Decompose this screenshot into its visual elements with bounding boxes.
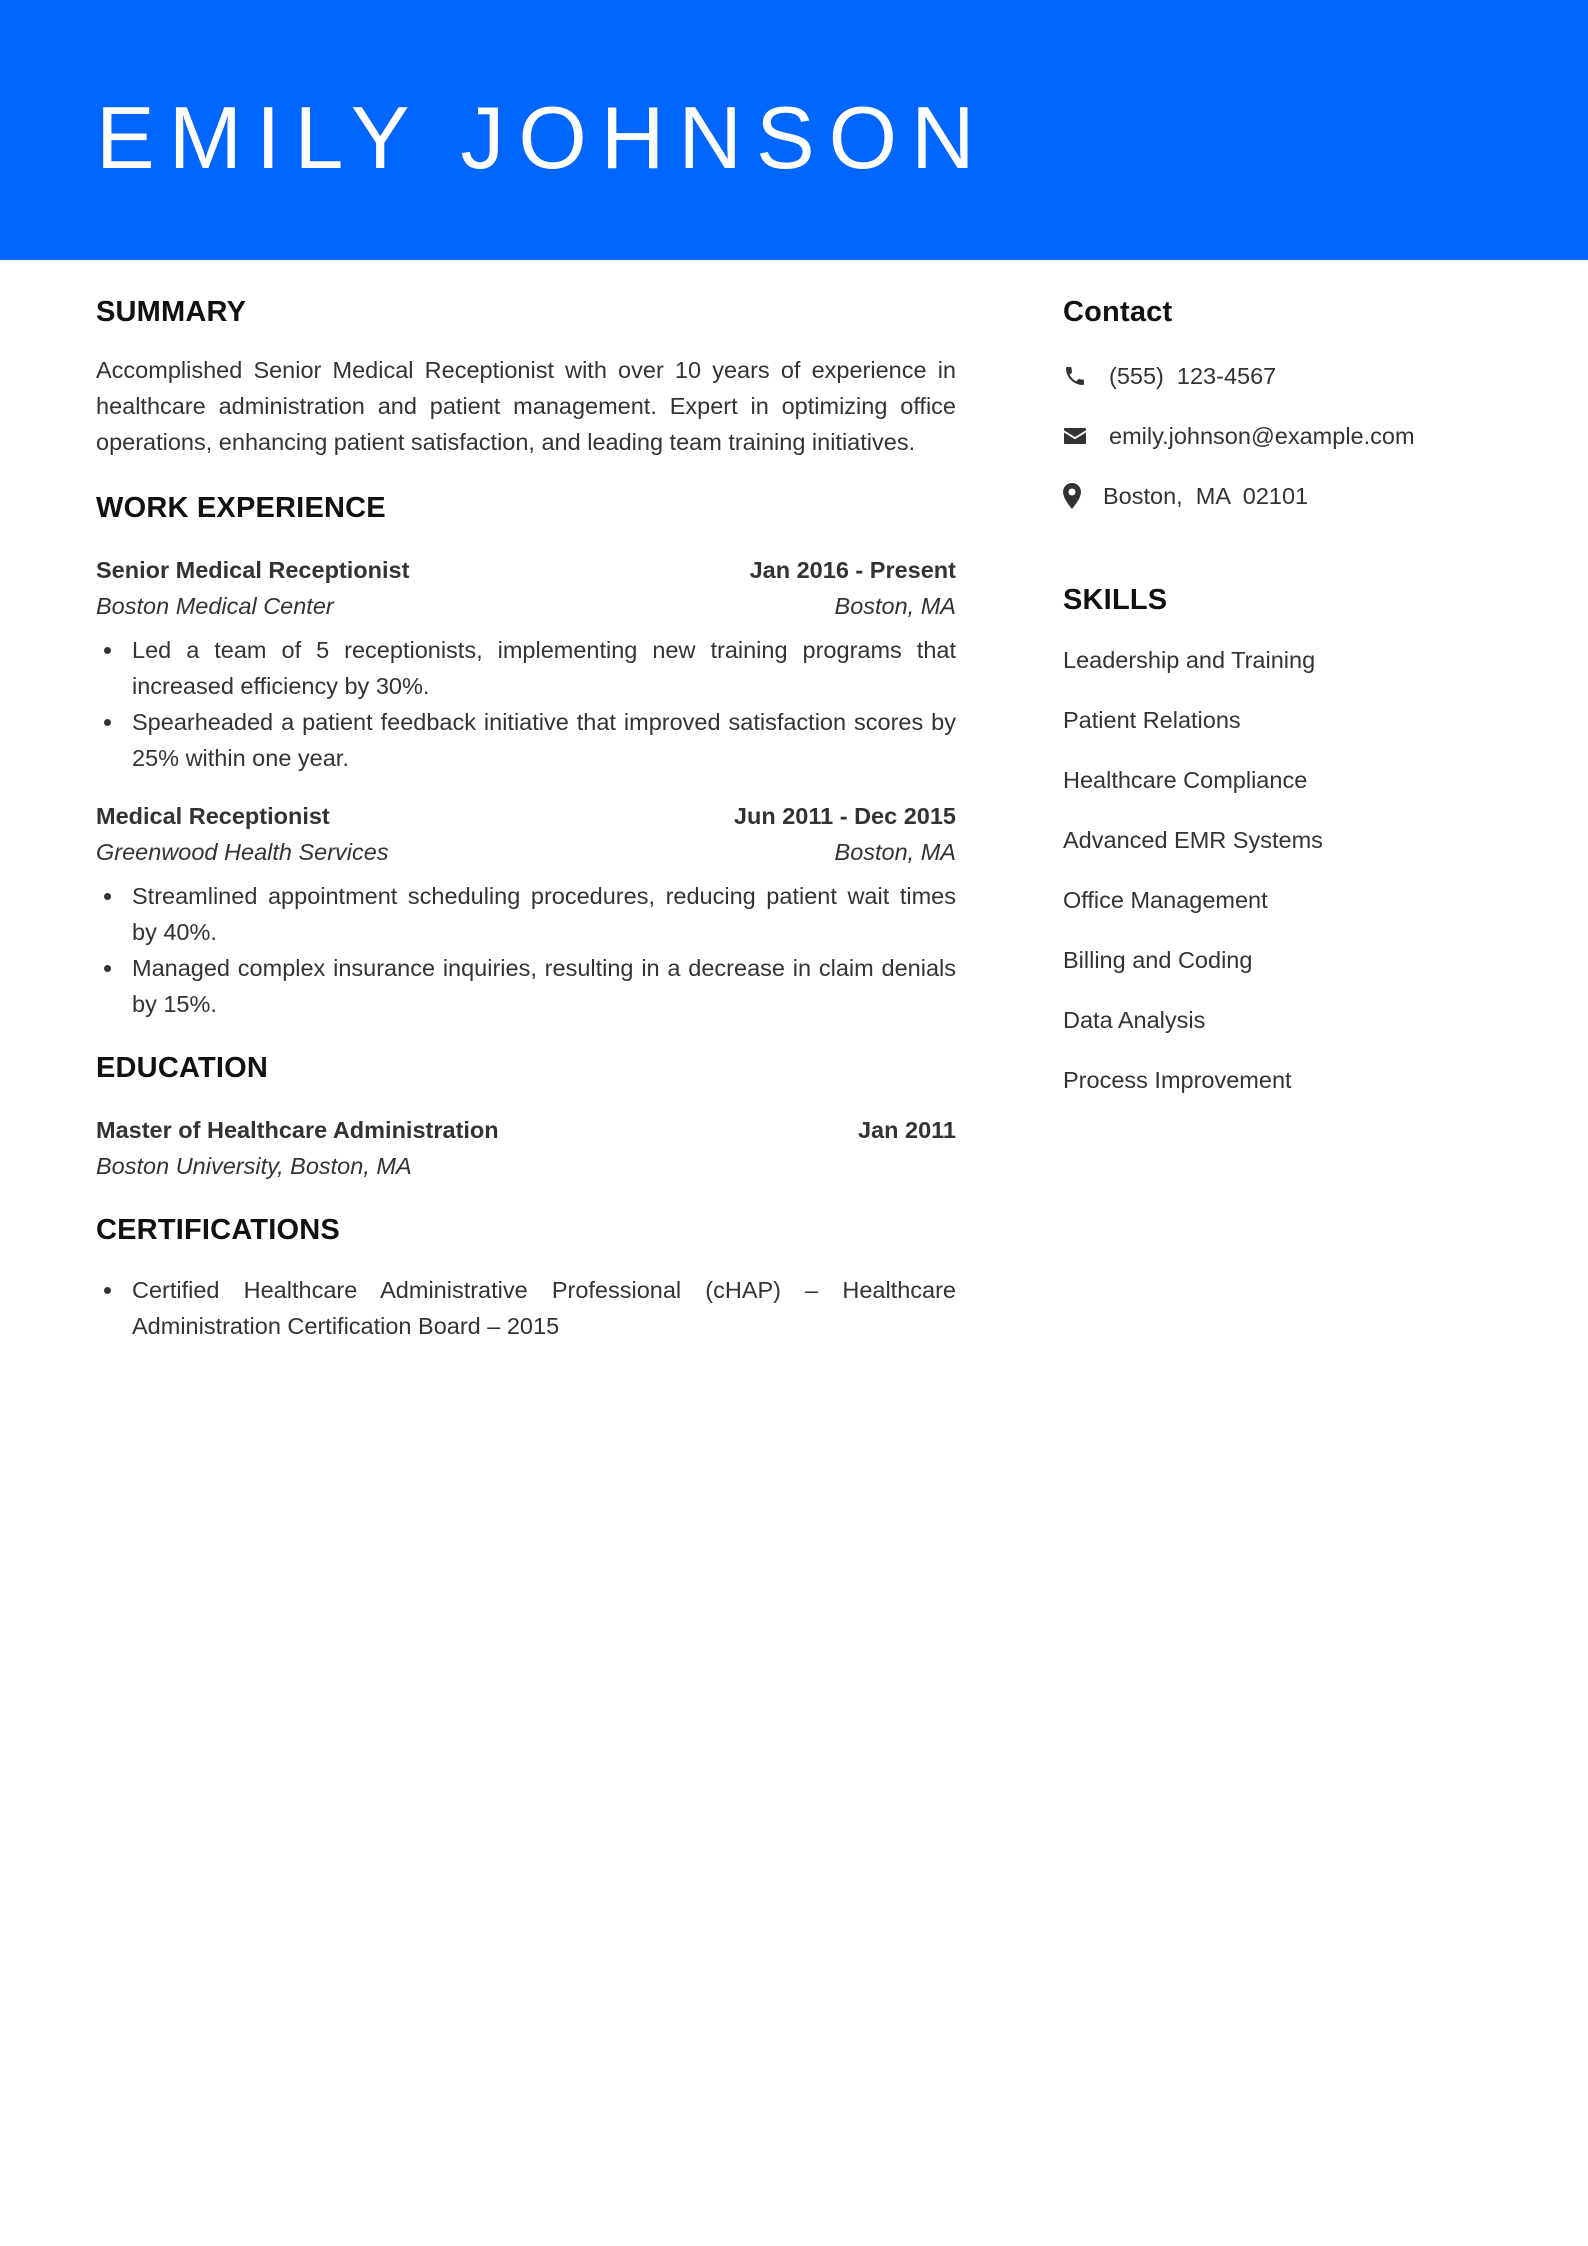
skills-heading: SKILLS: [1063, 584, 1168, 616]
certifications-list: [96, 1272, 956, 1344]
certification-item: [96, 1272, 956, 1344]
contact-phone: [1063, 358, 1503, 394]
school: Boston University, Boston, MA: [96, 1153, 412, 1179]
job-company: Boston Medical Center: [96, 593, 334, 619]
skills-list: [1063, 642, 1503, 1122]
job-entry: [96, 552, 956, 776]
skill-item: Office Management: [1063, 887, 1268, 913]
contact-section: [1063, 290, 1503, 514]
bullet-text: Streamlined appointment scheduling procedures, reducing patient wait times by 40%.: [132, 883, 956, 945]
bullet-dot: [104, 965, 111, 972]
certifications-section: [96, 1208, 956, 1344]
bullet-item: [96, 704, 956, 776]
bullet-dot: [104, 1287, 111, 1294]
candidate-name: EMILY JOHNSON: [96, 88, 989, 187]
job-company: Greenwood Health Services: [96, 839, 389, 865]
header-banner: [0, 0, 1588, 260]
skills-section: [1063, 578, 1503, 1122]
bullet-dot: [104, 893, 111, 900]
experience-heading: WORK EXPERIENCE: [96, 492, 386, 524]
contact-location: [1063, 478, 1503, 514]
skill-item: Healthcare Compliance: [1063, 767, 1308, 793]
job-title: Medical Receptionist: [96, 803, 330, 829]
job-company-row: [96, 588, 956, 624]
job-location: Boston, MA: [834, 593, 956, 619]
skill-item: Process Improvement: [1063, 1067, 1292, 1093]
summary-text: Accomplished Senior Medical Receptionist with over 10 years of experience in healthcare administration and patient management. Expert in optimizing office operations, enhancing patient satisfaction, and leading team training initiatives.: [96, 357, 956, 455]
location-text: Boston, MA 02101: [1103, 482, 1309, 509]
school-row: [96, 1148, 956, 1184]
phone-text: (555) 123-4567: [1109, 362, 1277, 389]
job-company-row: [96, 834, 956, 870]
degree: Master of Healthcare Administration: [96, 1117, 499, 1143]
degree-row: [96, 1112, 956, 1148]
job-dates: Jun 2011 - Dec 2015: [733, 803, 956, 829]
bullet-item: [96, 950, 956, 1022]
main-column: [96, 290, 956, 1344]
contact-heading: Contact: [1063, 296, 1173, 328]
bullet-text: Led a team of 5 receptionists, implementing new training programs that increased efficiency by 30%.: [132, 637, 956, 699]
map-marker-icon: [1063, 483, 1089, 509]
skill-item: Billing and Coding: [1063, 947, 1253, 973]
experience-section: [96, 486, 956, 1022]
phone-icon: [1063, 363, 1089, 389]
bullet-text: Managed complex insurance inquiries, resulting in a decrease in claim denials by 15%.: [132, 955, 956, 1017]
skill-item: Leadership and Training: [1063, 647, 1316, 673]
job-entry: [96, 798, 956, 1022]
certifications-heading: CERTIFICATIONS: [96, 1214, 340, 1246]
bullet-text: Spearheaded a patient feedback initiative that improved satisfaction scores by 25% within one year.: [132, 709, 956, 771]
education-entry: [96, 1112, 956, 1184]
job-bullets: [96, 878, 956, 1022]
sidebar-column: [1063, 290, 1503, 1122]
job-location: Boston, MA: [834, 839, 956, 865]
email-text: emily.johnson@example.com: [1109, 422, 1415, 449]
envelope-icon: [1063, 423, 1089, 449]
job-bullets: [96, 632, 956, 776]
skill-item: Advanced EMR Systems: [1063, 827, 1323, 853]
education-section: [96, 1046, 956, 1184]
job-title-row: [96, 552, 956, 588]
job-title: Senior Medical Receptionist: [96, 557, 410, 583]
degree-date: Jan 2011: [857, 1117, 956, 1143]
job-title-row: [96, 798, 956, 834]
skill-item: Patient Relations: [1063, 707, 1241, 733]
certification-text: Certified Healthcare Administrative Professional (cHAP) – Healthcare Administration Certification Board – 2015: [132, 1277, 956, 1339]
contact-email: [1063, 418, 1503, 454]
bullet-dot: [104, 647, 111, 654]
bullet-item: [96, 878, 956, 950]
education-heading: EDUCATION: [96, 1052, 269, 1084]
bullet-item: [96, 632, 956, 704]
summary-section: [96, 290, 956, 460]
bullet-dot: [104, 719, 111, 726]
skill-item: Data Analysis: [1063, 1007, 1206, 1033]
summary-heading: SUMMARY: [96, 296, 247, 328]
job-dates: Jan 2016 - Present: [749, 557, 956, 583]
